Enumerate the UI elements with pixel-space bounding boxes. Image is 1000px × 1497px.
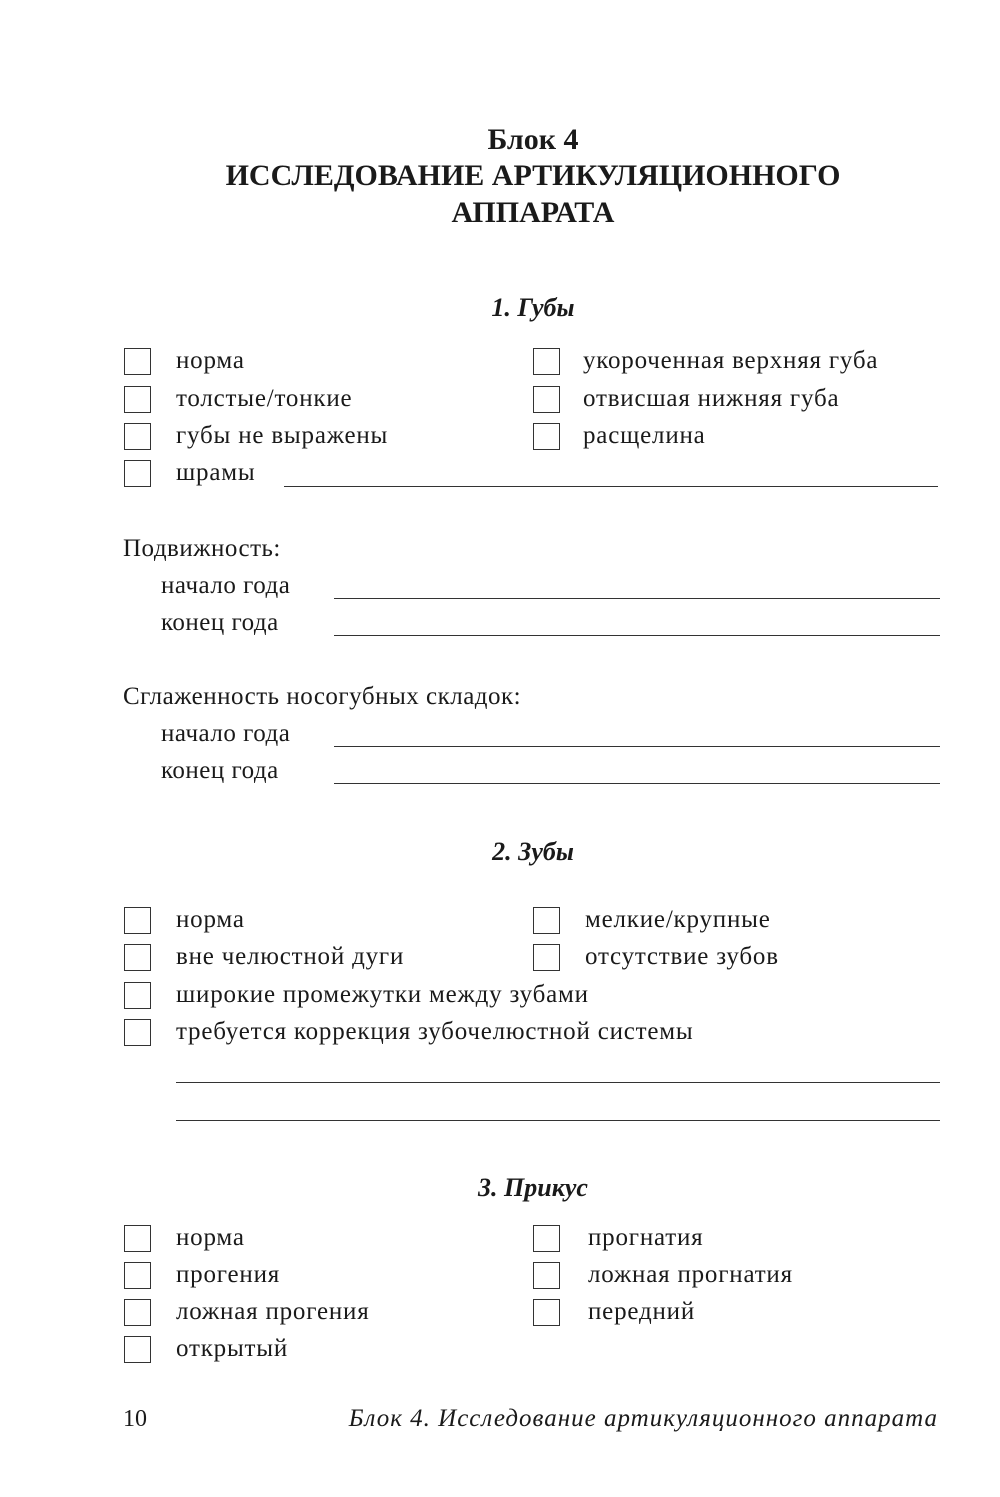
checkbox-false-progenia[interactable] [124, 1299, 151, 1326]
checkbox-short-upper-lip[interactable] [533, 348, 560, 375]
mobility-label: Подвижность: [123, 535, 281, 562]
option-label: толстые/тонкие [176, 385, 353, 412]
option-label: шрамы [176, 459, 256, 486]
mobility-end-line[interactable] [334, 635, 940, 636]
checkbox-progenia[interactable] [124, 1262, 151, 1289]
checkbox-teeth-norm[interactable] [124, 907, 151, 934]
running-title: Блок 4. Исследование артикуляционного аппарата [348, 1405, 938, 1432]
checkbox-drooping-lower-lip[interactable] [533, 386, 560, 413]
option-label: норма [176, 906, 245, 933]
option-label: открытый [176, 1335, 289, 1362]
folds-label: Сглаженность носогубных складок: [123, 683, 522, 710]
teeth-notes-line-1[interactable] [176, 1082, 940, 1083]
checkbox-bite-norm[interactable] [124, 1225, 151, 1252]
mobility-end-label: конец года [161, 609, 279, 636]
option-label: отсутствие зубов [585, 943, 779, 970]
section-title-bite: 3. Прикус [478, 1173, 588, 1202]
option-label: норма [176, 347, 245, 374]
option-label: мелкие/крупные [585, 906, 771, 933]
checkbox-open-bite[interactable] [124, 1336, 151, 1363]
mobility-start-label: начало года [161, 572, 291, 599]
option-label: норма [176, 1224, 245, 1251]
checkbox-lips-thick-thin[interactable] [124, 386, 151, 413]
checkbox-lips-norm[interactable] [124, 348, 151, 375]
checkbox-small-large[interactable] [533, 907, 560, 934]
checkbox-anterior[interactable] [533, 1299, 560, 1326]
section-title-teeth: 2. Зубы [492, 837, 574, 866]
page-title-line2: АППАРАТА [451, 196, 615, 229]
page-title-line1: ИССЛЕДОВАНИЕ АРТИКУЛЯЦИОННОГО [225, 159, 841, 192]
option-label: вне челюстной дуги [176, 943, 405, 970]
checkbox-outside-arch[interactable] [124, 944, 151, 971]
checkbox-wide-gaps[interactable] [124, 982, 151, 1009]
scars-answer-line[interactable] [284, 486, 938, 487]
checkbox-lips-scars[interactable] [124, 460, 151, 487]
checkbox-lips-not-expressed[interactable] [124, 423, 151, 450]
folds-start-label: начало года [161, 720, 291, 747]
option-label: передний [588, 1298, 695, 1325]
folds-end-label: конец года [161, 757, 279, 784]
option-label: требуется коррекция зубочелюстной системы [176, 1018, 694, 1045]
checkbox-false-prognathia[interactable] [533, 1262, 560, 1289]
page-number: 10 [123, 1406, 147, 1432]
mobility-start-line[interactable] [334, 598, 940, 599]
option-label: укороченная верхняя губа [583, 347, 879, 374]
checkbox-prognathia[interactable] [533, 1225, 560, 1252]
option-label: отвисшая нижняя губа [583, 385, 840, 412]
option-label: расщелина [583, 422, 706, 449]
option-label: губы не выражены [176, 422, 389, 449]
section-title-lips: 1. Губы [491, 293, 575, 322]
option-label: прогения [176, 1261, 281, 1288]
option-label: ложная прогнатия [588, 1261, 793, 1288]
teeth-notes-line-2[interactable] [176, 1120, 940, 1121]
option-label: прогнатия [588, 1224, 704, 1251]
option-label: ложная прогения [176, 1298, 370, 1325]
block-label: Блок 4 [487, 123, 579, 156]
option-label: широкие промежутки между зубами [176, 981, 589, 1008]
checkbox-needs-correction[interactable] [124, 1019, 151, 1046]
checkbox-missing-teeth[interactable] [533, 944, 560, 971]
folds-end-line[interactable] [334, 783, 940, 784]
folds-start-line[interactable] [334, 746, 940, 747]
checkbox-cleft[interactable] [533, 423, 560, 450]
